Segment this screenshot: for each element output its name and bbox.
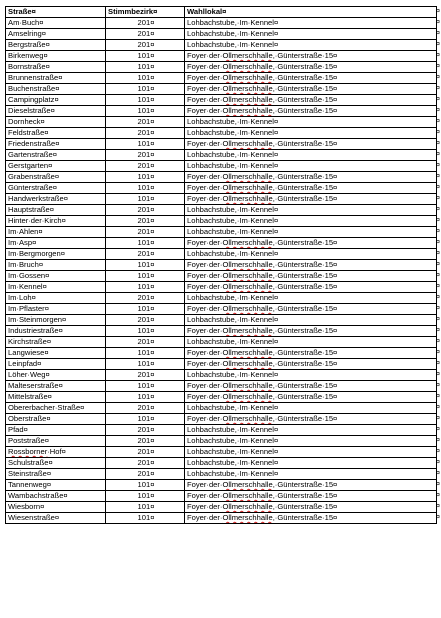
table-row (6, 403, 437, 414)
table-row (6, 370, 437, 381)
end-of-row-mark: ¤ (436, 184, 440, 191)
end-of-row-mark: ¤ (436, 349, 440, 356)
cell-street: Im·Bergmorgen¤ (6, 249, 106, 260)
cell-location: Foyer·der·Ollmerschhalle,·Günterstraße·15¤ (185, 271, 437, 282)
cell-street: Birkenweg¤ (6, 51, 106, 62)
end-of-row-mark: ¤ (436, 74, 440, 81)
cell-location: Foyer·der·Ollmerschhalle,·Günterstraße·15¤ (185, 183, 437, 194)
cell-location: Foyer·der·Ollmerschhalle,·Günterstraße·15¤ (185, 304, 437, 315)
cell-district: 101¤ (106, 51, 185, 62)
cell-street: Friedenstraße¤ (6, 139, 106, 150)
cell-district: 201¤ (106, 447, 185, 458)
end-of-row-mark: ¤ (436, 239, 440, 246)
table-row (6, 62, 437, 73)
table-row (6, 447, 437, 458)
cell-street: Bornstraße¤ (6, 62, 106, 73)
table-row (6, 84, 437, 95)
end-of-row-mark: ¤ (436, 404, 440, 411)
cell-district: 101¤ (106, 139, 185, 150)
cell-location: Foyer·der·Ollmerschhalle,·Günterstraße·15¤ (185, 348, 437, 359)
end-of-row-mark: ¤ (436, 459, 440, 466)
cell-street: Leinpfad¤ (6, 359, 106, 370)
cell-district: 101¤ (106, 84, 185, 95)
cell-district: 101¤ (106, 238, 185, 249)
cell-district: 201¤ (106, 161, 185, 172)
cell-location: Lohbachstube,·Im·Kennel¤ (185, 227, 437, 238)
cell-location: Foyer·der·Ollmerschhalle,·Günterstraße·15¤ (185, 491, 437, 502)
cell-location: Foyer·der·Ollmerschhalle,·Günterstraße·15¤ (185, 194, 437, 205)
cell-district: 201¤ (106, 227, 185, 238)
cell-location: Lohbachstube,·Im·Kennel¤ (185, 150, 437, 161)
cell-location: Lohbachstube,·Im·Kennel¤ (185, 29, 437, 40)
table-row (6, 359, 437, 370)
cell-location: Foyer·der·Ollmerschhalle,·Günterstraße·15¤ (185, 260, 437, 271)
cell-street: Hinter·der·Kirch¤ (6, 216, 106, 227)
table-row (6, 172, 437, 183)
cell-district: 101¤ (106, 271, 185, 282)
cell-location: Foyer·der·Ollmerschhalle,·Günterstraße·15¤ (185, 502, 437, 513)
end-of-row-mark: ¤ (436, 316, 440, 323)
cell-location: Lohbachstube,·Im·Kennel¤ (185, 249, 437, 260)
cell-location: Lohbachstube,·Im·Kennel¤ (185, 18, 437, 29)
cell-district: 201¤ (106, 150, 185, 161)
cell-street: Schulstraße¤ (6, 458, 106, 469)
cell-district: 201¤ (106, 293, 185, 304)
cell-district: 201¤ (106, 370, 185, 381)
cell-district: 201¤ (106, 216, 185, 227)
cell-location: Lohbachstube,·Im·Kennel¤ (185, 161, 437, 172)
cell-location: Lohbachstube,·Im·Kennel¤ (185, 337, 437, 348)
table-row (6, 469, 437, 480)
streets-polling-table (5, 6, 437, 524)
cell-district: 101¤ (106, 392, 185, 403)
cell-district: 101¤ (106, 73, 185, 84)
table-row (6, 293, 437, 304)
cell-street: Feldstraße¤ (6, 128, 106, 139)
cell-street: Wiesenstraße¤ (6, 513, 106, 524)
header-strasse: Straße¤ (6, 7, 106, 18)
cell-street: Im·Steinmorgen¤ (6, 315, 106, 326)
table-row (6, 216, 437, 227)
cell-street: Im·Gossen¤ (6, 271, 106, 282)
table-row (6, 51, 437, 62)
cell-street: Campingplatz¤ (6, 95, 106, 106)
cell-location: Foyer·der·Ollmerschhalle,·Günterstraße·15¤ (185, 381, 437, 392)
cell-street: Amselring¤ (6, 29, 106, 40)
cell-location: Foyer·der·Ollmerschhalle,·Günterstraße·15¤ (185, 513, 437, 524)
end-of-row-mark: ¤ (436, 283, 440, 290)
end-of-row-mark: ¤ (436, 162, 440, 169)
cell-location: Lohbachstube,·Im·Kennel¤ (185, 205, 437, 216)
cell-location: Foyer·der·Ollmerschhalle,·Günterstraße·15¤ (185, 51, 437, 62)
end-of-row-mark: ¤ (436, 217, 440, 224)
end-of-row-mark: ¤ (436, 503, 440, 510)
end-of-row-mark: ¤ (436, 195, 440, 202)
end-of-row-mark: ¤ (436, 514, 440, 521)
cell-street: Handwerkstraße¤ (6, 194, 106, 205)
end-of-row-mark: ¤ (436, 228, 440, 235)
table-row (6, 337, 437, 348)
cell-street: Malteserstraße¤ (6, 381, 106, 392)
cell-district: 201¤ (106, 249, 185, 260)
cell-district: 101¤ (106, 348, 185, 359)
cell-location: Lohbachstube,·Im·Kennel¤ (185, 128, 437, 139)
end-of-row-mark: ¤ (436, 63, 440, 70)
cell-location: Foyer·der·Ollmerschhalle,·Günterstraße·15¤ (185, 84, 437, 95)
end-of-row-mark: ¤ (436, 19, 440, 26)
cell-street: Brunnenstraße¤ (6, 73, 106, 84)
cell-location: Foyer·der·Ollmerschhalle,·Günterstraße·15¤ (185, 238, 437, 249)
cell-district: 101¤ (106, 95, 185, 106)
cell-street: Hauptstraße¤ (6, 205, 106, 216)
cell-location: Lohbachstube,·Im·Kennel¤ (185, 403, 437, 414)
cell-district: 101¤ (106, 282, 185, 293)
table-row (6, 304, 437, 315)
table-row (6, 425, 437, 436)
end-of-row-mark: ¤ (436, 173, 440, 180)
cell-street: Rossborner·Hof¤ (6, 447, 106, 458)
cell-location: Lohbachstube,·Im·Kennel¤ (185, 436, 437, 447)
cell-district: 201¤ (106, 40, 185, 51)
cell-location: Lohbachstube,·Im·Kennel¤ (185, 469, 437, 480)
cell-district: 101¤ (106, 381, 185, 392)
table-row (6, 315, 437, 326)
cell-location: Foyer·der·Ollmerschhalle,·Günterstraße·15¤ (185, 480, 437, 491)
cell-location: Lohbachstube,·Im·Kennel¤ (185, 315, 437, 326)
cell-street: Im·Bruch¤ (6, 260, 106, 271)
end-of-row-mark: ¤ (436, 437, 440, 444)
end-of-row-mark: ¤ (436, 360, 440, 367)
cell-street: Mittelstraße¤ (6, 392, 106, 403)
cell-street: Dornheck¤ (6, 117, 106, 128)
cell-district: 201¤ (106, 436, 185, 447)
end-of-row-mark: ¤ (436, 107, 440, 114)
cell-district: 101¤ (106, 172, 185, 183)
cell-district: 201¤ (106, 18, 185, 29)
cell-street: Am·Buch¤ (6, 18, 106, 29)
table-row (6, 106, 437, 117)
end-of-row-mark: ¤ (436, 129, 440, 136)
table-row (6, 260, 437, 271)
cell-street: Im·Kennel¤ (6, 282, 106, 293)
cell-location: Foyer·der·Ollmerschhalle,·Günterstraße·15¤ (185, 172, 437, 183)
cell-location: Foyer·der·Ollmerschhalle,·Günterstraße·15¤ (185, 62, 437, 73)
cell-location: Foyer·der·Ollmerschhalle,·Günterstraße·15¤ (185, 106, 437, 117)
cell-district: 101¤ (106, 502, 185, 513)
table-row (6, 436, 437, 447)
table-row (6, 205, 437, 216)
table-row (6, 194, 437, 205)
table-row (6, 249, 437, 260)
cell-district: 201¤ (106, 469, 185, 480)
end-of-row-mark: ¤ (436, 250, 440, 257)
table-row (6, 392, 437, 403)
table-row (6, 348, 437, 359)
table-row (6, 414, 437, 425)
cell-location: Lohbachstube,·Im·Kennel¤ (185, 447, 437, 458)
cell-street: Dieselstraße¤ (6, 106, 106, 117)
end-of-row-mark: ¤ (436, 415, 440, 422)
cell-street: Tannenweg¤ (6, 480, 106, 491)
end-of-row-mark: ¤ (436, 426, 440, 433)
cell-location: Foyer·der·Ollmerschhalle,·Günterstraße·15¤ (185, 414, 437, 425)
cell-street: Im·Loh¤ (6, 293, 106, 304)
table-row (6, 513, 437, 524)
cell-street: Im·Ahlen¤ (6, 227, 106, 238)
cell-street: Wambachstraße¤ (6, 491, 106, 502)
cell-street: Im·Pflaster¤ (6, 304, 106, 315)
cell-location: Lohbachstube,·Im·Kennel¤ (185, 293, 437, 304)
cell-district: 201¤ (106, 29, 185, 40)
cell-district: 201¤ (106, 315, 185, 326)
end-of-row-mark: ¤ (436, 96, 440, 103)
cell-district: 201¤ (106, 403, 185, 414)
end-of-row-mark: ¤ (436, 393, 440, 400)
cell-location: Lohbachstube,·Im·Kennel¤ (185, 370, 437, 381)
cell-district: 201¤ (106, 458, 185, 469)
cell-street: Im·Asp¤ (6, 238, 106, 249)
table-row (6, 491, 437, 502)
cell-district: 101¤ (106, 194, 185, 205)
cell-location: Lohbachstube,·Im·Kennel¤ (185, 458, 437, 469)
cell-location: Lohbachstube,·Im·Kennel¤ (185, 425, 437, 436)
cell-district: 101¤ (106, 359, 185, 370)
cell-district: 101¤ (106, 304, 185, 315)
end-of-row-mark: ¤ (436, 30, 440, 37)
cell-district: 101¤ (106, 414, 185, 425)
table-row (6, 183, 437, 194)
table-row (6, 480, 437, 491)
end-of-row-mark: ¤ (436, 261, 440, 268)
cell-street: Langwiese¤ (6, 348, 106, 359)
cell-street: Kirchstraße¤ (6, 337, 106, 348)
table-row (6, 238, 437, 249)
table-row (6, 282, 437, 293)
cell-location: Foyer·der·Ollmerschhalle,·Günterstraße·15¤ (185, 139, 437, 150)
table-row (6, 139, 437, 150)
end-of-row-mark: ¤ (436, 8, 440, 15)
cell-district: 101¤ (106, 326, 185, 337)
cell-district: 101¤ (106, 260, 185, 271)
end-of-row-mark: ¤ (436, 52, 440, 59)
cell-street: Obererbacher·Straße¤ (6, 403, 106, 414)
table-row (6, 326, 437, 337)
end-of-row-mark: ¤ (436, 206, 440, 213)
end-of-row-mark: ¤ (436, 305, 440, 312)
table-row (6, 502, 437, 513)
end-of-row-mark: ¤ (436, 470, 440, 477)
cell-street: Steinstraße¤ (6, 469, 106, 480)
end-of-row-mark: ¤ (436, 327, 440, 334)
end-of-row-mark: ¤ (436, 338, 440, 345)
cell-location: Foyer·der·Ollmerschhalle,·Günterstraße·15¤ (185, 392, 437, 403)
end-of-row-mark: ¤ (436, 481, 440, 488)
cell-location: Foyer·der·Ollmerschhalle,·Günterstraße·15¤ (185, 326, 437, 337)
end-of-row-mark: ¤ (436, 371, 440, 378)
cell-district: 101¤ (106, 106, 185, 117)
table-row (6, 381, 437, 392)
end-of-row-mark: ¤ (436, 448, 440, 455)
cell-street: Gerstgarten¤ (6, 161, 106, 172)
cell-location: Foyer·der·Ollmerschhalle,·Günterstraße·15¤ (185, 95, 437, 106)
cell-district: 201¤ (106, 425, 185, 436)
table-row (6, 271, 437, 282)
cell-street: Poststraße¤ (6, 436, 106, 447)
end-of-row-mark: ¤ (436, 272, 440, 279)
cell-street: Löher·Weg¤ (6, 370, 106, 381)
header-wahllokal: Wahllokal¤ (185, 7, 437, 18)
end-of-row-mark: ¤ (436, 140, 440, 147)
cell-location: Lohbachstube,·Im·Kennel¤ (185, 117, 437, 128)
cell-district: 101¤ (106, 480, 185, 491)
table-row (6, 150, 437, 161)
header-stimmbezirk: Stimmbezirk¤ (106, 7, 185, 18)
table-row (6, 18, 437, 29)
table-row (6, 161, 437, 172)
cell-district: 101¤ (106, 62, 185, 73)
end-of-row-mark: ¤ (436, 85, 440, 92)
cell-street: Günterstraße¤ (6, 183, 106, 194)
cell-location: Foyer·der·Ollmerschhalle,·Günterstraße·15¤ (185, 282, 437, 293)
cell-location: Foyer·der·Ollmerschhalle,·Günterstraße·15¤ (185, 359, 437, 370)
end-of-row-mark: ¤ (436, 492, 440, 499)
cell-street: Bergstraße¤ (6, 40, 106, 51)
end-of-row-mark: ¤ (436, 41, 440, 48)
table-row (6, 95, 437, 106)
cell-location: Lohbachstube,·Im·Kennel¤ (185, 216, 437, 227)
end-of-row-mark: ¤ (436, 118, 440, 125)
cell-location: Lohbachstube,·Im·Kennel¤ (185, 40, 437, 51)
end-of-row-mark: ¤ (436, 151, 440, 158)
table-row (6, 128, 437, 139)
cell-street: Gartenstraße¤ (6, 150, 106, 161)
cell-street: Buchenstraße¤ (6, 84, 106, 95)
end-of-row-mark: ¤ (436, 382, 440, 389)
cell-district: 101¤ (106, 183, 185, 194)
cell-street: Grabenstraße¤ (6, 172, 106, 183)
table-row (6, 117, 437, 128)
table-row (6, 40, 437, 51)
table-row (6, 458, 437, 469)
cell-street: Wiesborn¤ (6, 502, 106, 513)
cell-district: 201¤ (106, 117, 185, 128)
table-row (6, 29, 437, 40)
table-row (6, 73, 437, 84)
cell-district: 201¤ (106, 337, 185, 348)
cell-street: Oberstraße¤ (6, 414, 106, 425)
cell-district: 101¤ (106, 491, 185, 502)
cell-district: 201¤ (106, 128, 185, 139)
table-header-row (6, 7, 437, 18)
end-of-row-mark: ¤ (436, 294, 440, 301)
cell-street: Pfad¤ (6, 425, 106, 436)
cell-location: Foyer·der·Ollmerschhalle,·Günterstraße·15¤ (185, 73, 437, 84)
table-row (6, 227, 437, 238)
cell-street: Industriestraße¤ (6, 326, 106, 337)
cell-district: 201¤ (106, 205, 185, 216)
cell-district: 101¤ (106, 513, 185, 524)
